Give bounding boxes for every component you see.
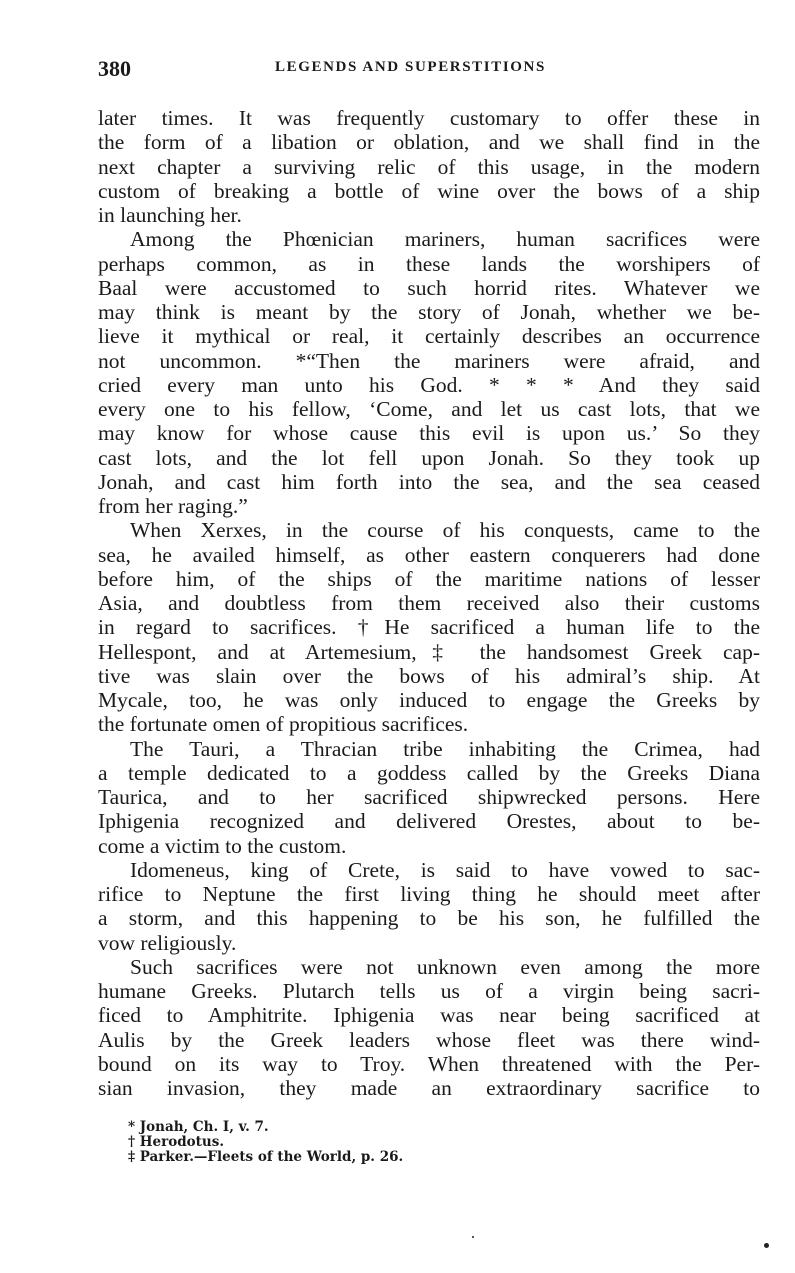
scan-speck (764, 1243, 769, 1248)
body-text (98, 106, 760, 1100)
text-line: Mycale, too, he was only induced to engage the Greeks by (98, 688, 760, 712)
text-line: custom of breaking a bottle of wine over the bows of a ship (98, 178, 760, 203)
text-line: humane Greeks. Plutarch tells us of a virgin being sacri- (98, 979, 760, 1003)
text-line: come a victim to the custom. (98, 833, 347, 858)
text-line: When Xerxes, in the course of his conquests, came to the (130, 518, 760, 543)
text-line: Idomeneus, king of Crete, is said to have vowed to sac- (130, 857, 760, 882)
page-number: 380 (98, 56, 131, 81)
text-line: rifice to Neptune the first living thing he should meet after (98, 882, 760, 906)
text-line: next chapter a surviving relic of this usage, in the modern (98, 154, 760, 179)
text-line: in launching her. (98, 203, 242, 227)
text-line: Taurica, and to her sacrificed shipwrecked persons. Here (98, 785, 760, 809)
text-line: cried every man unto his God. * * * And they said (98, 372, 760, 397)
text-line: sea, he availed himself, as other eastern conquerers had done (98, 542, 760, 567)
footnotes (128, 1120, 403, 1165)
scan-speck (472, 1236, 474, 1238)
text-line: Baal were accustomed to such horrid rites. Whatever we (98, 275, 760, 300)
text-line: Asia, and doubtless from them received also their customs (98, 591, 760, 615)
text-line: not uncommon. *“Then the mariners were afraid, and (98, 348, 760, 373)
page-header (98, 56, 760, 80)
text-line: from her raging.” (98, 494, 248, 518)
text-line: a storm, and this happening to be his son, he fulfilled the (98, 906, 760, 931)
text-line: bound on its way to Troy. When threatened with the Per- (98, 1051, 760, 1076)
text-line: perhaps common, as in these lands the worshipers of (98, 251, 760, 276)
text-line: Iphigenia recognized and delivered Orestes, about to be- (98, 809, 760, 834)
text-line: Jonah, and cast him forth into the sea, and the sea ceased (98, 469, 760, 494)
text-line: Aulis by the Greek leaders whose fleet was there wind- (98, 1027, 760, 1052)
text-line: a temple dedicated to a goddess called by the Greeks Diana (98, 760, 760, 785)
footnote: * Jonah, Ch. I, v. 7. (128, 1119, 269, 1135)
text-line: sian invasion, they made an extraordinary sacrifice to (98, 1076, 760, 1100)
text-line: later times. It was frequently customary to offer these in (98, 106, 760, 130)
text-line: Such sacrifices were not unknown even among the more (130, 954, 760, 979)
footnote: ‡ Parker.—Fleets of the World, p. 26. (128, 1149, 404, 1165)
text-line: ficed to Amphitrite. Iphigenia was near being sacrificed at (98, 1003, 760, 1028)
text-line: Among the Phœnician mariners, human sacrifices were (130, 227, 760, 252)
text-line: may know for whose cause this evil is upon us.’ So they (98, 421, 760, 446)
text-line: The Tauri, a Thracian tribe inhabiting the Crimea, had (130, 736, 760, 761)
text-line: lieve it mythical or real, it certainly describes an occurrence (98, 324, 760, 349)
text-line: may think is meant by the story of Jonah, whether we be- (98, 300, 760, 324)
running-title: LEGENDS AND SUPERSTITIONS (275, 59, 546, 75)
text-line: in regard to sacrifices. †He sacrificed a human life to the (98, 615, 760, 640)
footnote: † Herodotus. (128, 1134, 225, 1150)
text-line: before him, of the ships of the maritime nations of lesser (98, 566, 760, 591)
text-line: cast lots, and the lot fell upon Jonah. So they took up (98, 445, 760, 470)
text-line: the form of a libation or oblation, and we shall find in the (98, 130, 760, 155)
text-line: Hellespont, and at Artemesium,‡ the handsomest Greek cap- (98, 639, 760, 664)
text-line: the fortunate omen of propitious sacrifices. (98, 712, 469, 737)
text-line: every one to his fellow, ‘Come, and let us cast lots, that we (98, 397, 760, 421)
text-line: tive was slain over the bows of his admiral’s ship. At (98, 663, 760, 688)
text-line: vow religiously. (98, 930, 237, 955)
